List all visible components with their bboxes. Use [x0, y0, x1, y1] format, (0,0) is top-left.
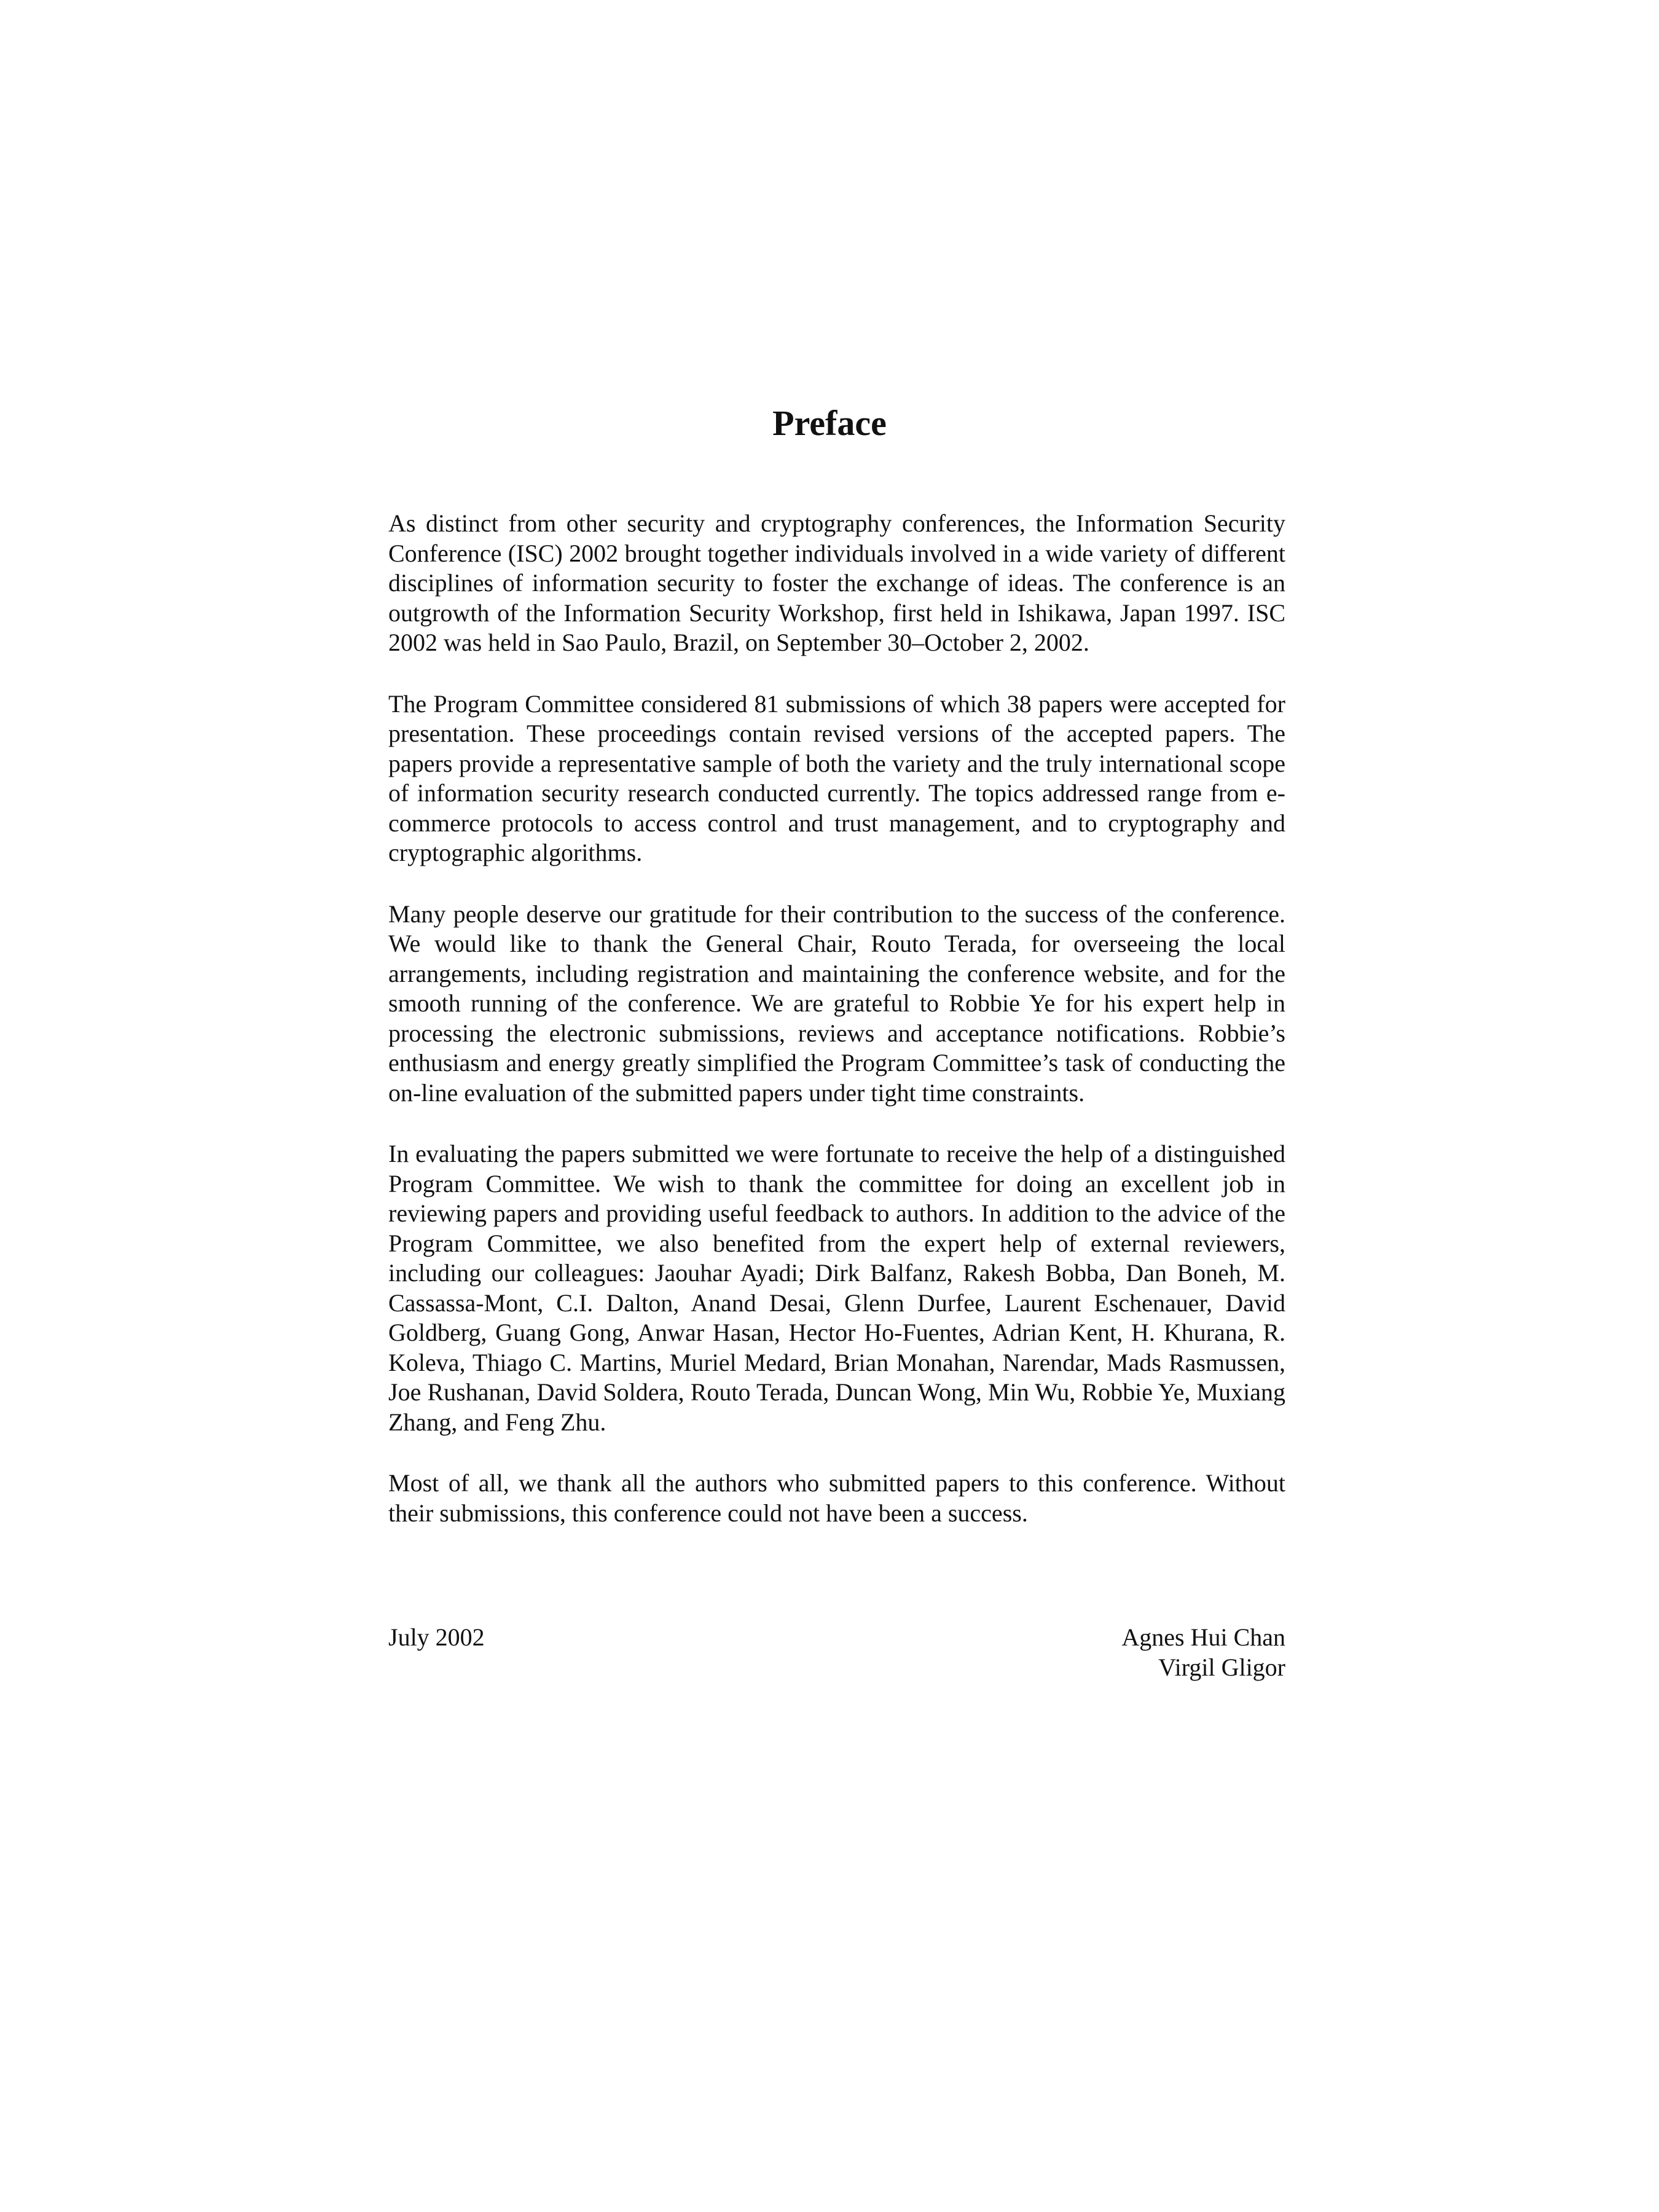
preface-body [388, 509, 1285, 1559]
paragraph-intro: As distinct from other security and cryptography conferences, the Information Security Conference (ISC) 2002 brought together individuals involved in a wide variety of different disciplines of information security to foster the exchange of ideas. The conference is an outgrowth of the Information Security Workshop, first held in Ishikawa, Japan 1997. ISC 2002 was held in Sao Paulo, Brazil, on September 30–October 2, 2002. [388, 509, 1285, 656]
signoff-date: July 2002 [388, 1623, 485, 1651]
author-name: Virgil Gligor [1158, 1653, 1285, 1681]
paragraph-closing: Most of all, we thank all the authors who submitted papers to this conference. Without their submissions, this conference could not have been a success. [388, 1469, 1285, 1527]
author-name: Agnes Hui Chan [1121, 1623, 1285, 1651]
paragraph-acknowledgements: Many people deserve our gratitude for their contribution to the success of the conference. We would like to thank the General Chair, Routo Terada, for overseeing the local arrangements, including registration and maintaining the conference website, and for the smooth running of the conference. We are grateful to Robbie Ye for his expert help in processing the electronic submissions, reviews and acceptance notifications. Robbie’s enthusiasm and energy greatly simplified the Program Committee’s task of conducting the on-line evaluation of the submitted papers under tight time constraints. [388, 900, 1285, 1107]
paragraph-submissions: The Program Committee considered 81 submissions of which 38 papers were accepted for presentation. These proceedings contain revised versions of the accepted papers. The papers provide a representative sample of both the variety and the truly international scope of information security research conducted currently. The topics addressed range from e-commerce protocols to access control and trust management, and to cryptography and cryptographic algorithms. [388, 689, 1285, 866]
page-title: Preface [772, 403, 887, 443]
paragraph-reviewers: In evaluating the papers submitted we were fortunate to receive the help of a distinguished Program Committee. We wish to thank the committee for doing an excellent job in reviewing papers and providing useful feedback to authors. In addition to the advice of the Program Committee, we also benefited from the expert help of external reviewers, including our colleagues: Jaouhar Ayadi; Dirk Balfanz, Rakesh Bobba, Dan Boneh, M. Cassassa-Mont, C.I. Dalton, Anand Desai, Glenn Durfee, Laurent Eschenauer, David Goldberg, Guang Gong, Anwar Hasan, Hector Ho-Fuentes, Adrian Kent, H. Khurana, R. Koleva, Thiago C. Martins, Muriel Medard, Brian Monahan, Narendar, Mads Rasmussen, Joe Rushanan, David Soldera, Routo Terada, Duncan Wong, Min Wu, Robbie Ye, Muxiang Zhang, and Feng Zhu. [388, 1140, 1285, 1436]
signoff-authors [1121, 1623, 1285, 1682]
